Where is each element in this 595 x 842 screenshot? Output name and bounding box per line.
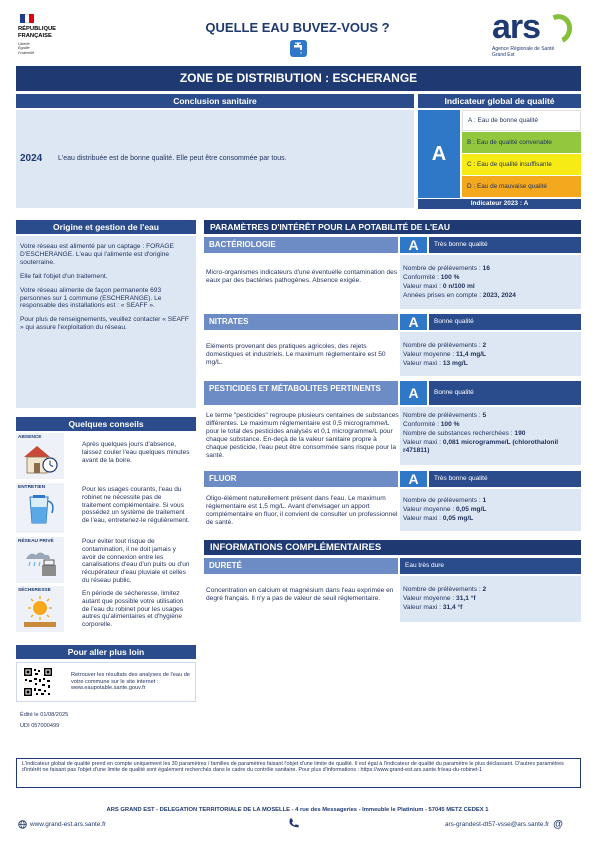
param-name-fluor: FLUOR (204, 471, 398, 487)
stat-row: Valeur moyenne : 11,4 mg/L (403, 350, 487, 358)
stat-row: Valeur maxi : 13 mg/L (403, 359, 468, 367)
plus-loin-panel (16, 662, 196, 702)
footer-email-text: ars-grandest-dt57-vsse@ars.sante.fr (445, 821, 550, 829)
stat-row: Conformité : 100 % (403, 420, 460, 428)
stat-row: Valeur moyenne : 31,1 °f (403, 594, 476, 602)
tap-icon (290, 40, 307, 57)
conclusion-heading: Conclusion sanitaire (16, 94, 414, 108)
indicator-legend (462, 110, 581, 197)
param-grade-nitrates: A (400, 314, 427, 330)
conclusion-text: L'eau distribuée est de bonne qualité. Elle peut être consommée par tous. (58, 155, 287, 162)
at-sign-icon: @ (553, 819, 563, 830)
ars-sub2: Grand Est (492, 52, 515, 58)
footer-website[interactable] (18, 820, 106, 829)
param-grade-pesticides: A (400, 381, 427, 405)
param-name-pesticides: PESTICIDES ET MÉTABOLITES PERTINENTS (204, 381, 398, 405)
edition-date: Édité le 01/08/2025 (20, 712, 69, 718)
footnote-text: L'indicateur global de qualité prend en compte uniquement les 30 paramètres / familles de paramètres faisant l'objet d'une limite de qualité. Il est égal à l'indicateur de qualité du paramètre le plus déclassant. D'autres paramètres d'intérêt ne faisant pas l'objet d'une limite de qualité sont également recherchés dans le cadre du contrôle sanitaire. Pour plus d'informations : https://www.grand-est.ars.sante.fr/eau-du-robinet-1 (22, 761, 564, 774)
param-stats-pesticides (403, 412, 579, 455)
stat-row: Nombre de prélèvements : 2 (403, 342, 487, 349)
stat-row: Valeur moyenne : 0,05 mg/L (403, 505, 487, 513)
well-icon: RÉSEAU PRIVÉ (16, 537, 64, 583)
phone-icon[interactable] (288, 817, 300, 829)
conseil-item-entretien (16, 483, 196, 533)
param-desc-bacteriologie: Micro-organismes indicateurs d'une éventuelle contamination des eaux par des bactéries pathogènes. Absence exigée. (206, 269, 398, 284)
params-heading: PARAMÈTRES D'INTÉRÊT POUR LA POTABILITÉ DE L'EAU (204, 220, 581, 234)
ars-sub1: Agence Régionale de Santé (492, 46, 555, 52)
info-quality: Eau très dure (400, 558, 581, 574)
stat-row: Années prises en compte : 2023, 2024 (403, 291, 516, 299)
indicator-row-c: C : Eau de qualité insuffisante (462, 154, 581, 175)
conseil-item-reseau-prive (16, 537, 196, 583)
conclusion-year: 2024 (20, 153, 43, 164)
footer-address: ARS GRAND EST - DELEGATION TERRITORIALE DE LA MOSELLE - 4 rue des Messageries - Immeuble le Platinium - 57045 METZ CEDEX 1 (106, 807, 489, 813)
info-param-name: DURETÉ (204, 558, 398, 574)
conseil-text-secheresse: En période de sécheresse, limitez autant que possible votre utilisation de l'eau du robinet pour les usages autres qu'alimentaires et d'hygiène corporelle. (82, 590, 184, 629)
param-grade-fluor: A (400, 471, 427, 487)
globe-icon (18, 820, 27, 829)
indicator-row-a: A : Eau de bonne qualité (462, 110, 581, 131)
republique-text-2: FRANÇAISE (18, 32, 52, 39)
footnote-box (16, 758, 581, 788)
stat-row: Nombre de substances recherchées : 190 (403, 429, 526, 437)
qr-code-icon[interactable] (23, 667, 53, 697)
ars-logo-text: ars (492, 8, 541, 46)
stat-row: Nombre de prélèvements : 2 (403, 586, 487, 593)
param-desc-nitrates: Eléments provenant des pratiques agricoles, des rejets domestiques et industriels. Le maximum réglementaire est 50 mg/L. (206, 343, 386, 366)
page-title: QUELLE EAU BUVEZ-VOUS ? (205, 20, 390, 35)
origine-p3: Votre réseau alimente de façon permanente 693 personnes sur 1 commune (ESCHERANGE). Le responsable des installations est : « SEAFF ». (20, 286, 162, 310)
origine-panel (16, 236, 196, 408)
param-desc-pesticides: Le terme "pesticides" regroupe plusieurs centaines de substances différentes. Le maximum réglementaire est 0,5 microgramme/L pour le total des pesticides analysés et 0,1 microgramme/L pour chaque substance. En-deçà de la valeur sanitaire propre à chaque pesticide, l'eau peut être consommée sans risque pour la santé. (206, 412, 399, 459)
origine-p1: Votre réseau est alimenté par un captage : FORAGE D'ESCHERANGE. L'eau qui l'alimente est d'origine souterraine. (20, 243, 174, 266)
sun-drought-icon: SÉCHERESSE (16, 586, 64, 632)
indicator-row-b: B : Eau de qualité convenable (462, 132, 581, 153)
conseil-text-entretien: Pour les usages courants, l'eau du robinet ne nécessite pas de traitement complémentaire. Si vous possédez un système de traitement de l'eau, entretenez-le régulièrement. (82, 486, 190, 525)
republique-text-1: RÉPUBLIQUE (18, 26, 57, 32)
info-desc: Concentration en calcium et magnésium dans l'eau exprimée en degré français. Il n'y a pas de valeur de seuil réglementaire. (206, 587, 394, 602)
zone-title: ZONE DE DISTRIBUTION : ESCHERANGE (16, 66, 581, 91)
udi-code: UDI 057000499 (20, 723, 60, 729)
stat-row: Conformité : 100 % (403, 273, 460, 281)
house-clock-icon: ABSENCE (16, 433, 64, 479)
ars-logo (492, 10, 582, 65)
stat-row: Valeur maxi : 0 n/100 ml (403, 282, 475, 290)
footer-email[interactable] (445, 820, 563, 830)
conseils-heading: Quelques conseils (16, 417, 196, 431)
origine-p4: Pour plus de renseignements, veuillez contacter « SEAFF » qui assure l'exploitation du réseau. (20, 316, 189, 332)
stat-row: Nombre de prélèvements : 1 (403, 497, 487, 504)
indicator-footer: Indicateur 2023 : A (418, 199, 581, 209)
indicator-heading: Indicateur global de qualité (418, 94, 581, 108)
footer-website-text: www.grand-est.ars.sante.fr (30, 820, 107, 828)
stat-row: Valeur maxi : 31,4 °f (403, 603, 463, 611)
stat-row: Nombre de prélèvements : 16 (403, 265, 490, 272)
param-quality-fluor: Très bonne qualité (429, 471, 581, 487)
stat-row: Valeur maxi : 0,081 microgramme/L (chlorothalonil r471811) (403, 438, 559, 454)
origine-heading: Origine et gestion de l'eau (16, 220, 196, 234)
indicator-row-d: D : Eau de mauvaise qualité (462, 176, 581, 197)
stat-row: Nombre de prélèvements : 5 (403, 412, 487, 419)
devise-2: Égalité (18, 46, 30, 51)
filter-jug-icon: ENTRETIEN (16, 483, 64, 533)
param-stats-fluor (403, 497, 579, 523)
param-name-nitrates: NITRATES (204, 314, 398, 330)
param-stats-nitrates (403, 342, 579, 368)
plus-loin-text: Retrouver les résultats des analyses de l'eau de votre commune sur le site internet : www.eaupotable.sante.gouv.fr (71, 671, 190, 692)
info-heading: INFORMATIONS COMPLÉMENTAIRES (204, 540, 581, 555)
devise-1: Liberté (18, 41, 30, 46)
param-name-bacteriologie: BACTÉRIOLOGIE (204, 237, 398, 253)
plus-loin-heading: Pour aller plus loin (16, 645, 196, 659)
param-quality-nitrates: Bonne qualité (429, 314, 581, 330)
stat-row: Valeur maxi : 0,05 mg/L (403, 514, 474, 522)
param-stats-bacteriologie (403, 265, 579, 300)
conseil-text-absence: Après quelques jours d'absence, laissez couler l'eau quelques minutes avant de la boire. (82, 441, 190, 464)
param-grade-bacteriologie: A (400, 237, 427, 253)
info-stats (403, 586, 579, 612)
conseil-item-absence (16, 433, 196, 479)
param-quality-pesticides: Bonne qualité (429, 381, 581, 405)
indicator-grade: A (418, 110, 460, 198)
param-desc-fluor: Oligo-élément naturellement présent dans l'eau. Le maximum réglementaire est 1,5 mg/L. Avant d'envisager un apport complémentaire en fluor, il convient de consulter un professionnel de santé. (206, 495, 398, 526)
conseil-text-reseau-prive: Pour éviter tout risque de contamination, il ne doit jamais y avoir de connexion entre les canalisations d'eau d'un puits ou d'un récupérateur d'eau pluviale et celles du réseau public. (82, 538, 190, 584)
conseil-item-secheresse (16, 586, 196, 632)
origine-p2: Elle fait l'objet d'un traitement. (20, 272, 108, 280)
devise-3: Fraternité (18, 51, 35, 55)
param-quality-bacteriologie: Très bonne qualité (429, 237, 581, 253)
